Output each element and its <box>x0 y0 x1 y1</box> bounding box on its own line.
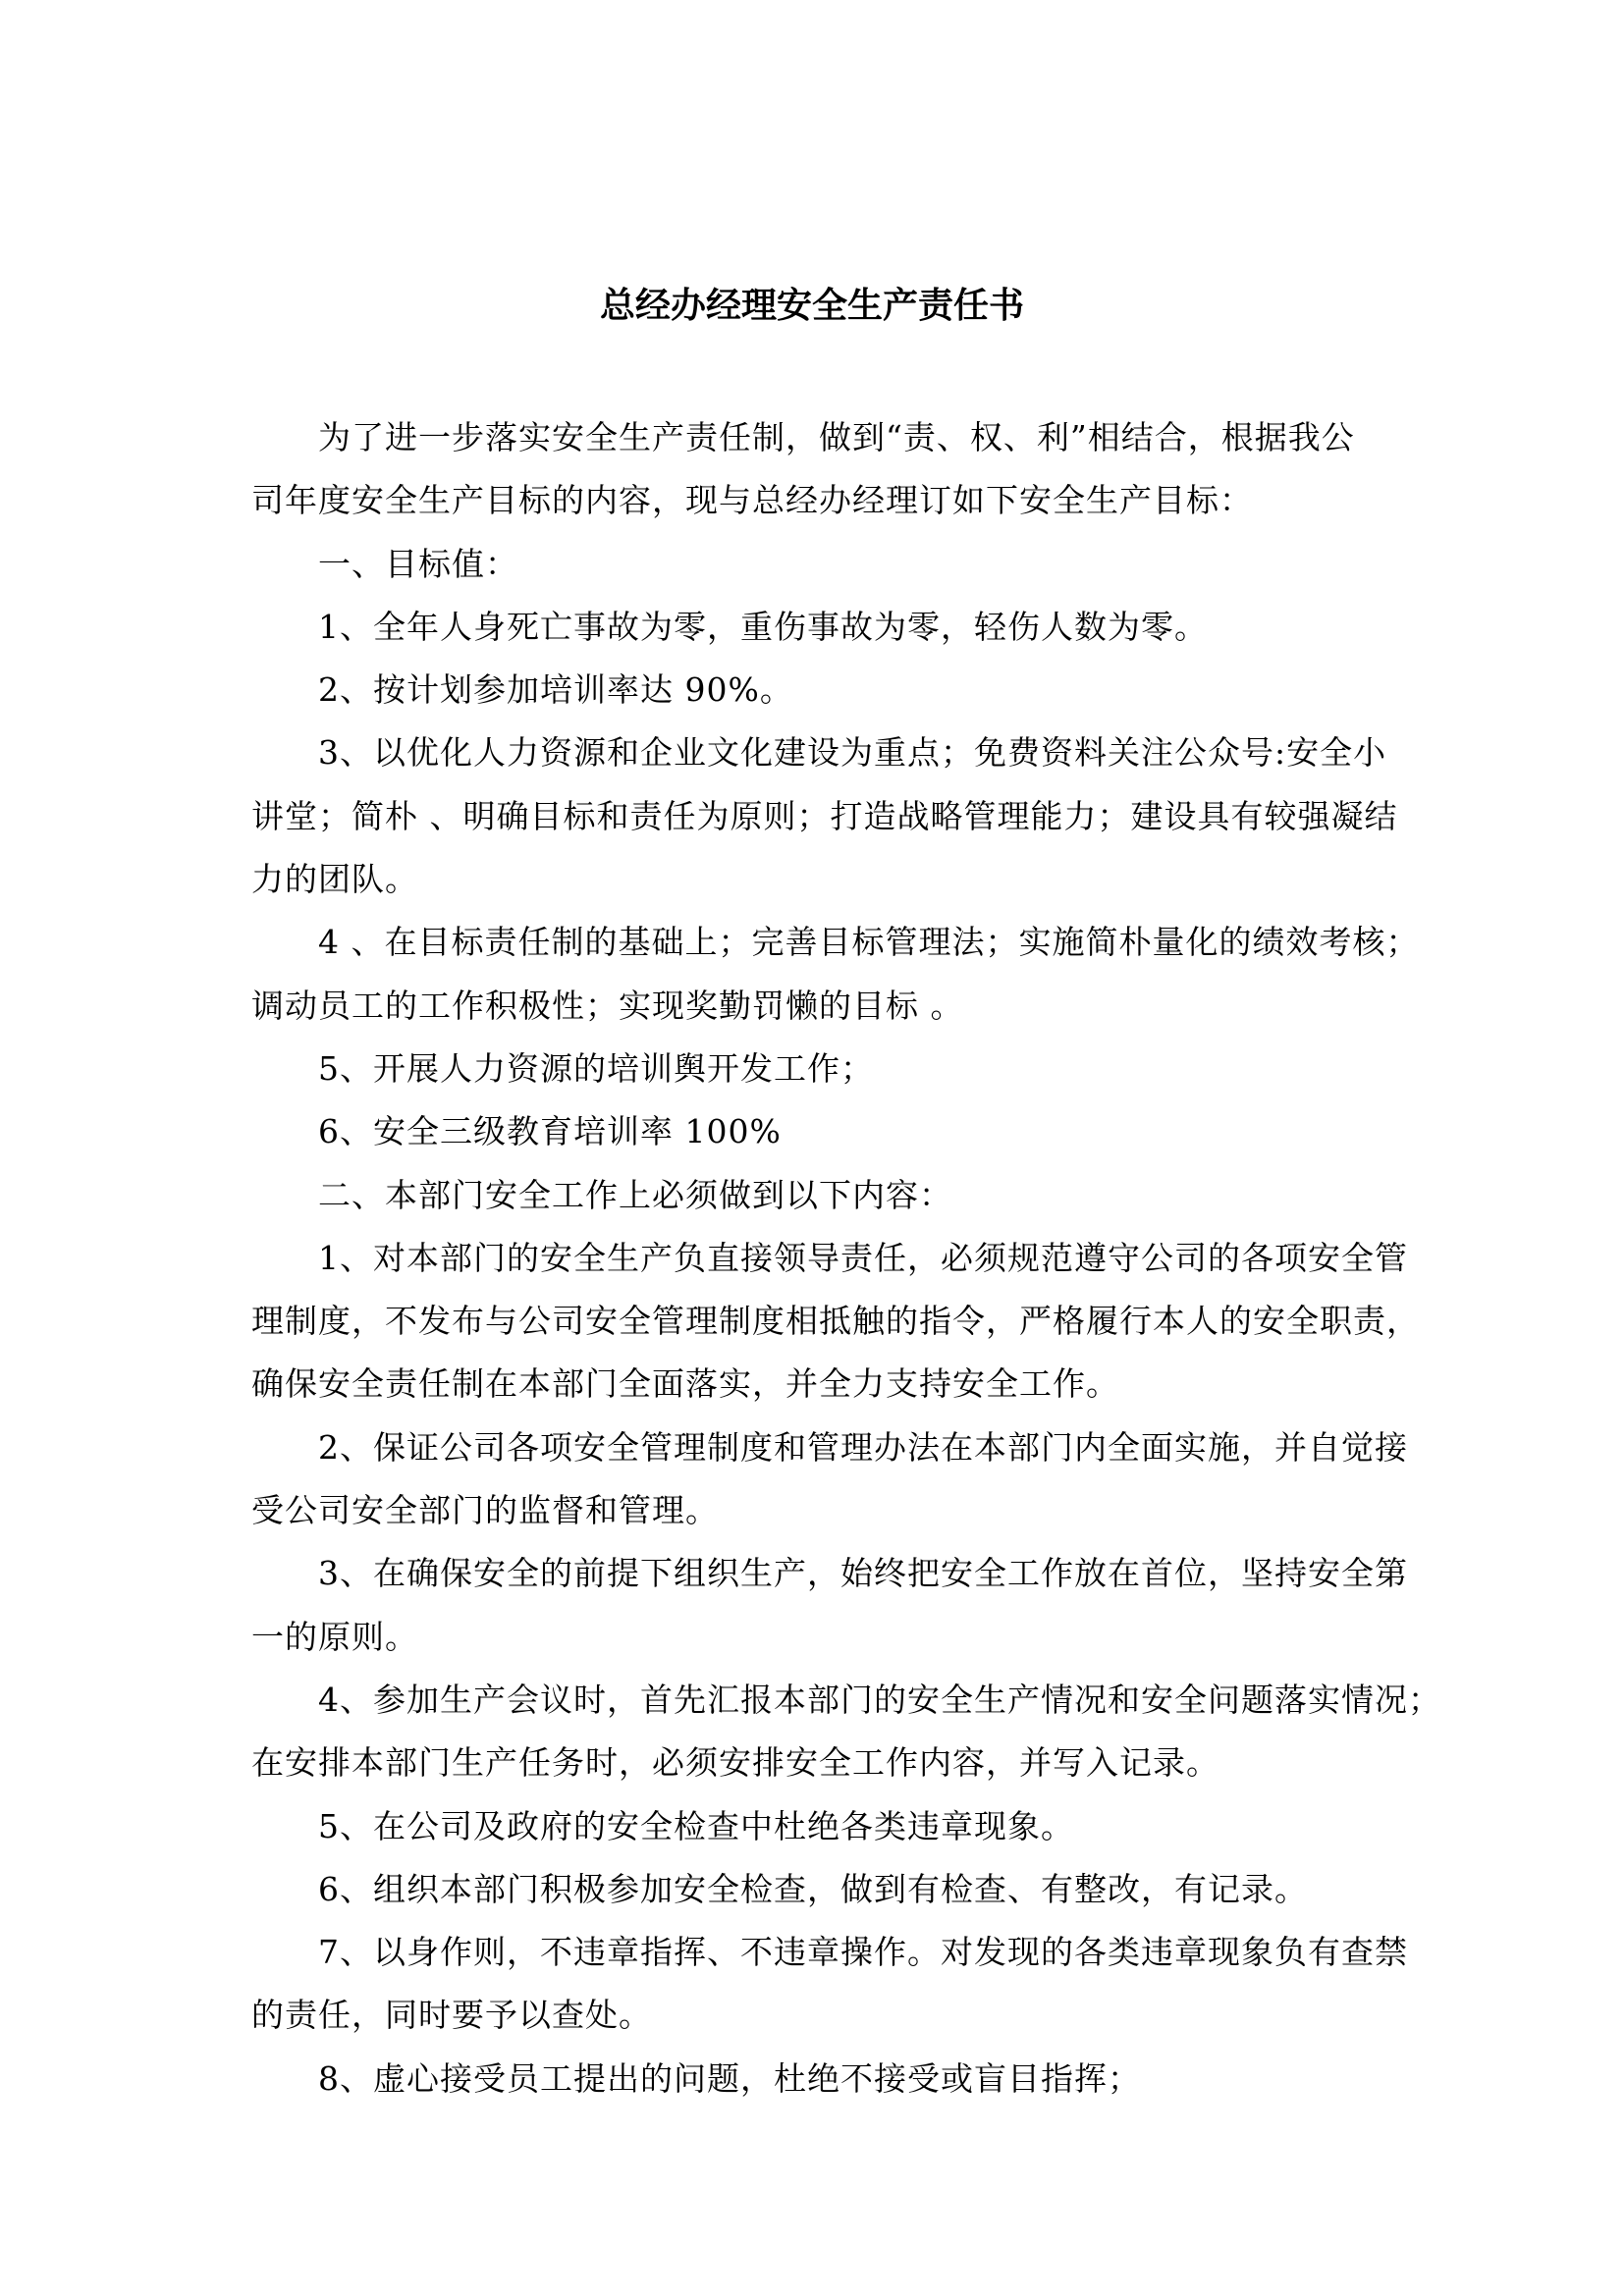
text-line: 7、以身作则，不违章指挥、不违章操作。对发现的各类违章现象负有查禁 <box>318 1933 1408 1972</box>
text-line: 2、按计划参加培训率达 90%。 <box>318 670 793 710</box>
text-line: 为了进一步落实安全生产责任制，做到“责、权、利”相结合，根据我公 <box>318 418 1355 456</box>
text-line: 5、开展人力资源的培训舆开发工作； <box>318 1048 874 1088</box>
text-line: 1、全年人身死亡事故为零，重伤事故为零，轻伤人数为零。 <box>318 607 1208 646</box>
text-line: 6、安全三级教育培训率 100% <box>318 1112 782 1151</box>
text-line: 8、虚心接受员工提出的问题，杜绝不接受或盲目指挥； <box>318 2058 1141 2098</box>
text-line: 在安排本部门生产任务时，必须安排安全工作内容，并写入记录。 <box>251 1743 1219 1783</box>
text-line: 6、组织本部门积极参加安全检查，做到有检查、有整改，有记录。 <box>318 1869 1308 1908</box>
text-line: 受公司安全部门的监督和管理。 <box>251 1491 719 1530</box>
text-line: 确保安全责任制在本部门全面落实，并全力支持安全工作。 <box>251 1364 1119 1404</box>
text-line: 4、参加生产会议时，首先汇报本部门的安全生产情况和安全问题落实情况； <box>318 1680 1441 1719</box>
text-line: 5、在公司及政府的安全检查中杜绝各类违章现象。 <box>318 1806 1074 1845</box>
paragraph <box>251 1164 1400 1227</box>
text-line: 力的团队。 <box>251 860 418 899</box>
paragraph <box>251 1858 1400 1921</box>
text-line: 4 、在目标责任制的基础上；完善目标管理法；实施简朴量化的绩效考核； <box>318 923 1420 962</box>
text-line: 二、本部门安全工作上必须做到以下内容： <box>318 1175 952 1214</box>
paragraph <box>251 721 1400 911</box>
text-line: 的责任，同时要予以查处。 <box>251 1996 652 2035</box>
paragraph <box>251 659 1400 721</box>
text-line: 讲堂；简朴 、明确目标和责任为原则；打造战略管理能力；建设具有较强凝结 <box>251 796 1398 835</box>
paragraph <box>251 596 1400 659</box>
paragraph <box>251 1100 1400 1163</box>
text-line: 3、以优化人力资源和企业文化建设为重点；免费资料关注公众号:安全小 <box>318 733 1387 773</box>
paragraph <box>251 533 1400 596</box>
paragraph <box>251 2048 1400 2110</box>
paragraph <box>251 1921 1408 2048</box>
text-line: 司年度安全生产目标的内容，现与总经办经理订如下安全生产目标： <box>251 481 1253 520</box>
text-line: 一、目标值： <box>318 544 518 583</box>
paragraph <box>251 1542 1408 1669</box>
document-body <box>251 406 1441 2110</box>
paragraph <box>251 911 1420 1038</box>
paragraph <box>251 406 1400 533</box>
paragraph <box>251 1795 1400 1858</box>
text-line: 1、对本部门的安全生产负直接领导责任，必须规范遵守公司的各项安全管 <box>318 1238 1408 1277</box>
text-line: 一的原则。 <box>251 1617 418 1656</box>
document-title: 总经办经理安全生产责任书 <box>599 286 1024 326</box>
text-line: 3、在确保安全的前提下组织生产，始终把安全工作放在首位，坚持安全第 <box>318 1554 1408 1593</box>
paragraph <box>251 1227 1420 1416</box>
text-line: 2、保证公司各项安全管理制度和管理办法在本部门内全面实施，并自觉接 <box>318 1427 1408 1467</box>
text-line: 调动员工的工作积极性；实现奖勤罚懒的目标 。 <box>251 986 964 1025</box>
text-line: 理制度，不发布与公司安全管理制度相抵触的指令，严格履行本人的安全职责， <box>251 1302 1420 1341</box>
paragraph <box>251 1669 1441 1795</box>
paragraph <box>251 1038 1400 1100</box>
paragraph <box>251 1416 1408 1543</box>
